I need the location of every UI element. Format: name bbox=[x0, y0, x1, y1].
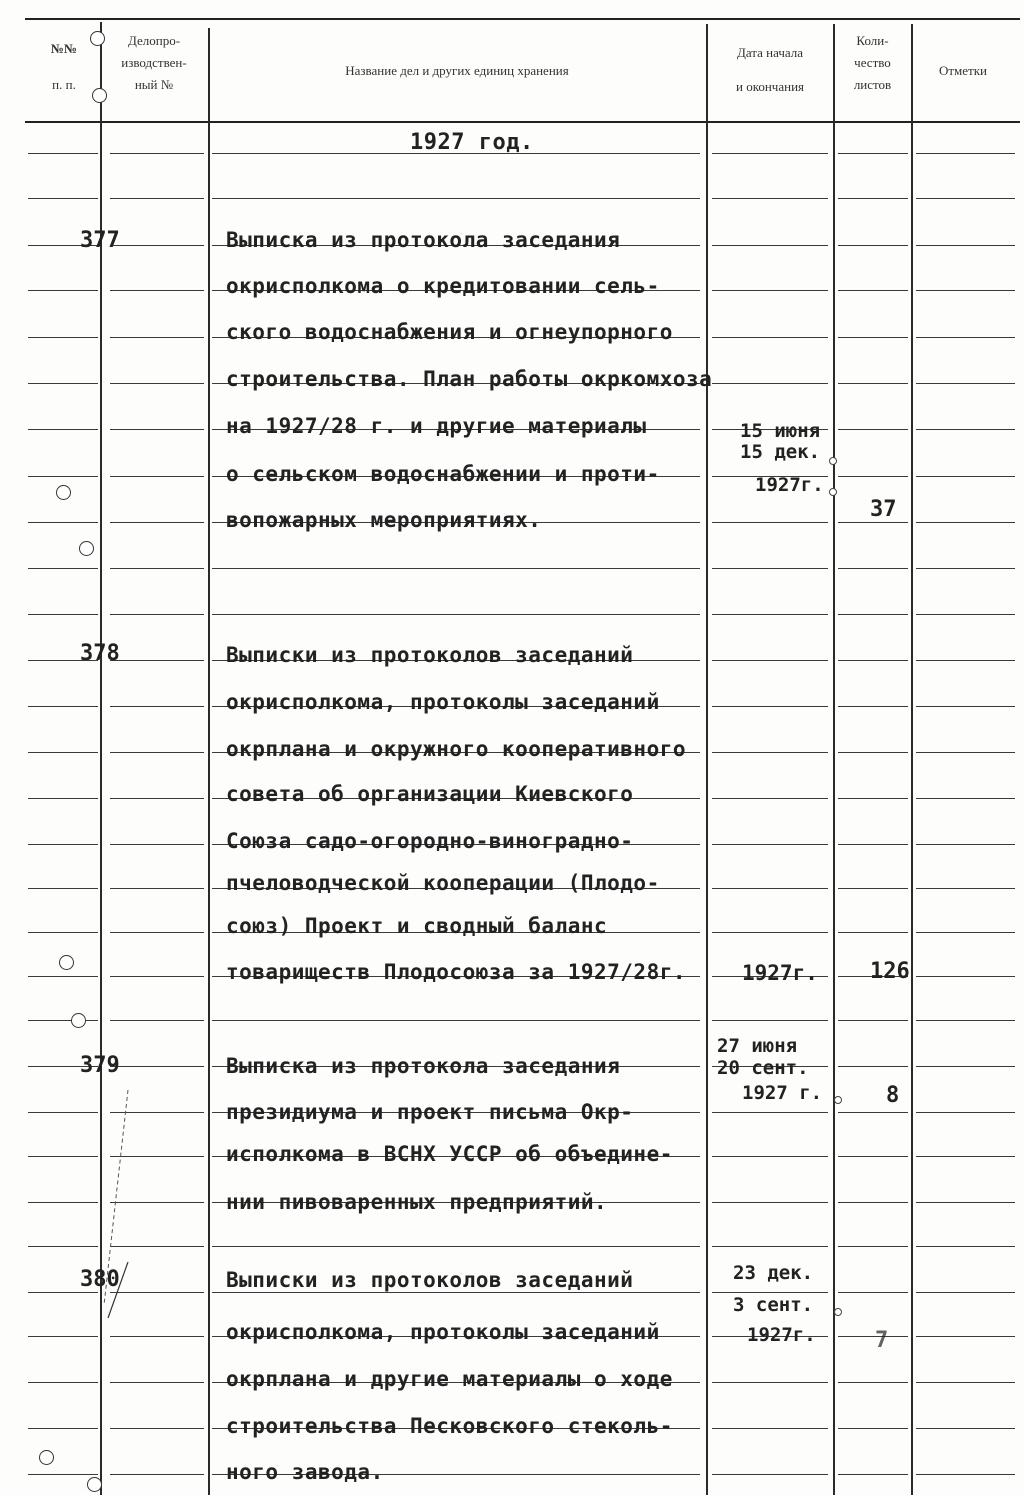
entry-date-end: 3 сент. bbox=[733, 1294, 814, 1316]
ruled-row-line bbox=[110, 476, 204, 477]
entry-sheet-count: 126 bbox=[870, 959, 910, 984]
ruled-row-line bbox=[712, 1020, 828, 1021]
ruled-row-line bbox=[110, 337, 204, 338]
header-col-dates: Дата начала и окончания bbox=[735, 45, 805, 94]
ruled-row-line bbox=[916, 153, 1015, 154]
ruled-row-line bbox=[838, 1292, 908, 1293]
ruled-row-line bbox=[712, 752, 828, 753]
ruled-row-line bbox=[712, 522, 828, 523]
ruled-row-line bbox=[838, 245, 908, 246]
entry-sheet-count: 7 bbox=[875, 1328, 889, 1353]
ruled-row-line bbox=[712, 932, 828, 933]
ruled-row-line bbox=[110, 153, 204, 154]
entry-title-line: совета об организации Киевского bbox=[226, 782, 634, 806]
ruled-row-line bbox=[838, 1066, 908, 1067]
ruled-row-line bbox=[712, 1112, 828, 1113]
ruled-row-line bbox=[838, 798, 908, 799]
entry-date-year: 1927 г. bbox=[742, 1082, 823, 1104]
ruled-row-line bbox=[28, 976, 98, 977]
ruled-row-line bbox=[916, 1020, 1015, 1021]
ruled-row-line bbox=[110, 706, 204, 707]
entry-number: 378 bbox=[80, 641, 120, 666]
ruled-row-line bbox=[110, 1020, 204, 1021]
entry-date-end: 15 дек. bbox=[740, 441, 821, 463]
ruled-row-line bbox=[838, 706, 908, 707]
ruled-row-line bbox=[28, 153, 98, 154]
ruled-row-line bbox=[916, 1474, 1015, 1475]
ruled-row-line bbox=[110, 844, 204, 845]
ruled-row-line bbox=[916, 1382, 1015, 1383]
ruled-row-line bbox=[712, 1474, 828, 1475]
entry-date-start: 23 дек. bbox=[733, 1262, 814, 1284]
entry-number: 377 bbox=[80, 228, 120, 253]
ruled-row-line bbox=[28, 844, 98, 845]
ruled-row-line bbox=[28, 429, 98, 430]
entry-title-line: товариществ Плодосоюза за 1927/28г. bbox=[226, 960, 687, 984]
entry-number: 379 bbox=[80, 1053, 120, 1078]
ruled-row-line bbox=[838, 153, 908, 154]
entry-date-year: 1927г. bbox=[742, 961, 818, 985]
ruled-row-line bbox=[838, 844, 908, 845]
header-col-delo-number: Делопро- изводствен- ный № bbox=[121, 33, 187, 92]
column-divider bbox=[833, 24, 835, 1495]
entry-title-line: вопожарных мероприятиях. bbox=[226, 508, 542, 532]
ruled-row-line bbox=[28, 1156, 98, 1157]
entry-title-line: на 1927/28 г. и другие материалы bbox=[226, 414, 647, 438]
ruled-row-line bbox=[712, 1382, 828, 1383]
punch-hole-icon bbox=[71, 1013, 86, 1028]
entry-title-line: окрплана и окружного кооперативного bbox=[226, 737, 687, 761]
ruled-row-line bbox=[916, 1428, 1015, 1429]
ruled-row-line bbox=[712, 1202, 828, 1203]
ruled-row-line bbox=[28, 1292, 98, 1293]
entry-sheet-count: 8 bbox=[886, 1083, 900, 1108]
ruled-row-line bbox=[838, 1428, 908, 1429]
ruled-row-line bbox=[712, 290, 828, 291]
ruled-row-line bbox=[916, 568, 1015, 569]
entry-title-line: окрплана и другие материалы о ходе bbox=[226, 1367, 673, 1391]
ruled-row-line bbox=[838, 1246, 908, 1247]
ruled-row-line bbox=[916, 660, 1015, 661]
ruled-row-line bbox=[838, 1112, 908, 1113]
ruled-row-line bbox=[916, 1246, 1015, 1247]
ruled-row-line bbox=[838, 383, 908, 384]
header-col-sheets: Коли- чество листов bbox=[853, 33, 892, 92]
ruled-row-line bbox=[916, 337, 1015, 338]
entry-title-line: Союза садо-огородно-виноградно- bbox=[226, 829, 634, 853]
ruled-row-line bbox=[212, 568, 700, 569]
ruled-row-line bbox=[916, 290, 1015, 291]
section-title: 1927 год. bbox=[410, 130, 534, 155]
ruled-row-line bbox=[110, 932, 204, 933]
ruled-row-line bbox=[916, 1336, 1015, 1337]
entry-title-line: союз) Проект и сводный баланс bbox=[226, 914, 608, 938]
ruled-row-line bbox=[916, 1066, 1015, 1067]
ruled-row-line bbox=[838, 1202, 908, 1203]
entry-title-line: окрисполкома, протоколы заседаний bbox=[226, 690, 660, 714]
ruled-row-line bbox=[712, 844, 828, 845]
ruled-row-line bbox=[916, 752, 1015, 753]
ruled-row-line bbox=[110, 1428, 204, 1429]
ruled-row-line bbox=[838, 290, 908, 291]
entry-title-line: Выписки из протоколов заседаний bbox=[226, 1268, 634, 1292]
ruled-row-line bbox=[712, 1246, 828, 1247]
ruled-row-line bbox=[916, 429, 1015, 430]
entry-number: 380 bbox=[80, 1267, 120, 1292]
period-dot bbox=[829, 488, 837, 496]
punch-hole-icon bbox=[87, 1477, 102, 1492]
entry-title-line: о сельском водоснабжении и проти- bbox=[226, 462, 660, 486]
column-divider bbox=[706, 24, 708, 1495]
ruled-row-line bbox=[712, 383, 828, 384]
ruled-row-line bbox=[838, 198, 908, 199]
ruled-row-line bbox=[838, 337, 908, 338]
ruled-row-line bbox=[212, 614, 700, 615]
ruled-row-line bbox=[212, 198, 700, 199]
ruled-row-line bbox=[916, 1156, 1015, 1157]
ruled-row-line bbox=[916, 1112, 1015, 1113]
ruled-row-line bbox=[916, 245, 1015, 246]
ruled-row-line bbox=[110, 976, 204, 977]
entry-title-line: ского водоснабжения и огнеупорного bbox=[226, 320, 673, 344]
ruled-row-line bbox=[110, 198, 204, 199]
ruled-row-line bbox=[916, 888, 1015, 889]
ruled-row-line bbox=[916, 844, 1015, 845]
ruled-row-line bbox=[212, 1246, 700, 1247]
ruled-row-line bbox=[916, 522, 1015, 523]
ruled-row-line bbox=[916, 798, 1015, 799]
header-col-notes: Отметки bbox=[938, 63, 988, 78]
entry-date-end: 20 сент. bbox=[717, 1057, 809, 1079]
ruled-row-line bbox=[712, 198, 828, 199]
ruled-row-line bbox=[110, 888, 204, 889]
entry-title-line: Выписки из протоколов заседаний bbox=[226, 643, 634, 667]
period-dot bbox=[829, 457, 837, 465]
ruled-row-line bbox=[838, 888, 908, 889]
entry-date-year: 1927г. bbox=[747, 1324, 816, 1346]
ruled-row-line bbox=[712, 568, 828, 569]
ruled-row-line bbox=[712, 337, 828, 338]
entry-date-year: 1927г. bbox=[755, 474, 824, 496]
ruled-row-line bbox=[28, 1202, 98, 1203]
ruled-row-line bbox=[916, 932, 1015, 933]
column-divider bbox=[911, 24, 913, 1495]
ruled-row-line bbox=[838, 1156, 908, 1157]
ruled-row-line bbox=[28, 337, 98, 338]
ruled-row-line bbox=[838, 522, 908, 523]
ruled-row-line bbox=[838, 476, 908, 477]
ruled-row-line bbox=[28, 1020, 98, 1021]
ruled-row-line bbox=[712, 245, 828, 246]
entry-title-line: ного завода. bbox=[226, 1460, 384, 1484]
ruled-row-line bbox=[110, 290, 204, 291]
ruled-row-line bbox=[916, 383, 1015, 384]
ruled-row-line bbox=[28, 290, 98, 291]
ruled-row-line bbox=[838, 752, 908, 753]
entry-title-line: окрисполкома о кредитовании сель- bbox=[226, 274, 660, 298]
punch-hole-icon bbox=[59, 955, 74, 970]
ruled-row-line bbox=[916, 614, 1015, 615]
entry-sheet-count: 37 bbox=[870, 497, 897, 522]
ruled-row-line bbox=[110, 1336, 204, 1337]
ruled-row-line bbox=[110, 522, 204, 523]
ruled-row-line bbox=[28, 614, 98, 615]
ruled-row-line bbox=[110, 614, 204, 615]
entry-title-line: строительства Песковского стеколь- bbox=[226, 1414, 673, 1438]
ruled-row-line bbox=[712, 1428, 828, 1429]
ruled-row-line bbox=[110, 1382, 204, 1383]
ruled-row-line bbox=[712, 1156, 828, 1157]
ruled-row-line bbox=[28, 383, 98, 384]
ruled-row-line bbox=[916, 706, 1015, 707]
ruled-row-line bbox=[110, 383, 204, 384]
entry-title-line: исполкома в ВСНХ УССР об объедине- bbox=[226, 1142, 673, 1166]
ruled-row-line bbox=[110, 752, 204, 753]
entry-title-line: Выписка из протокола заседания bbox=[226, 228, 621, 252]
ruled-row-line bbox=[110, 1066, 204, 1067]
ruled-row-line bbox=[916, 1202, 1015, 1203]
ruled-row-line bbox=[28, 198, 98, 199]
ruled-row-line bbox=[712, 660, 828, 661]
ruled-row-line bbox=[712, 706, 828, 707]
ruled-row-line bbox=[838, 614, 908, 615]
ruled-row-line bbox=[712, 614, 828, 615]
entry-title-line: Выписка из протокола заседания bbox=[226, 1054, 621, 1078]
punch-hole-icon bbox=[79, 541, 94, 556]
ruled-row-line bbox=[712, 798, 828, 799]
ruled-row-line bbox=[838, 1474, 908, 1475]
ruled-row-line bbox=[916, 198, 1015, 199]
ruled-row-line bbox=[28, 798, 98, 799]
entry-title-line: окрисполкома, протоколы заседаний bbox=[226, 1320, 660, 1344]
ruled-row-line bbox=[28, 476, 98, 477]
ruled-row-line bbox=[28, 888, 98, 889]
entry-title-line: пчеловодческой кооперации (Плодо- bbox=[226, 871, 660, 895]
ruled-row-line bbox=[28, 1382, 98, 1383]
ruled-row-line bbox=[110, 1474, 204, 1475]
header-col-title: Название дел и других единиц хранения bbox=[345, 63, 569, 78]
ruled-row-line bbox=[212, 1020, 700, 1021]
ruled-row-line bbox=[28, 1112, 98, 1113]
ruled-row-line bbox=[28, 522, 98, 523]
column-divider bbox=[208, 28, 210, 1495]
ruled-row-line bbox=[838, 932, 908, 933]
ruled-row-line bbox=[838, 1382, 908, 1383]
ruled-row-line bbox=[838, 1020, 908, 1021]
ruled-row-line bbox=[916, 976, 1015, 977]
punch-hole-icon bbox=[56, 485, 71, 500]
ruled-row-line bbox=[838, 429, 908, 430]
ruled-row-line bbox=[110, 429, 204, 430]
ruled-row-line bbox=[28, 932, 98, 933]
ruled-row-line bbox=[28, 1428, 98, 1429]
ruled-row-line bbox=[712, 888, 828, 889]
punch-hole-icon bbox=[39, 1450, 54, 1465]
ruled-row-line bbox=[838, 1336, 908, 1337]
ruled-row-line bbox=[110, 245, 204, 246]
period-dot bbox=[834, 1308, 842, 1316]
period-dot bbox=[834, 1096, 842, 1104]
entry-date-start: 15 июня bbox=[740, 420, 821, 442]
ruled-row-line bbox=[28, 568, 98, 569]
ruled-row-line bbox=[28, 1246, 98, 1247]
ruled-row-line bbox=[28, 706, 98, 707]
punch-hole-icon bbox=[90, 31, 105, 46]
table-top-rule bbox=[25, 18, 1020, 20]
pencil-mark-icon bbox=[100, 1262, 130, 1322]
ruled-row-line bbox=[28, 1474, 98, 1475]
entry-title-line: президиума и проект письма Окр- bbox=[226, 1100, 634, 1124]
ruled-row-line bbox=[916, 1292, 1015, 1293]
ruled-row-line bbox=[916, 476, 1015, 477]
ruled-row-line bbox=[28, 752, 98, 753]
ruled-row-line bbox=[110, 660, 204, 661]
ruled-row-line bbox=[212, 1292, 700, 1293]
ruled-row-line bbox=[110, 798, 204, 799]
entry-title-line: строительства. План работы окркомхоза bbox=[226, 367, 713, 391]
ruled-row-line bbox=[712, 153, 828, 154]
ruled-row-line bbox=[838, 660, 908, 661]
ruled-row-line bbox=[110, 568, 204, 569]
ruled-row-line bbox=[28, 1336, 98, 1337]
entry-date-start: 27 июня bbox=[717, 1035, 798, 1057]
punch-hole-icon bbox=[92, 88, 107, 103]
ruled-row-line bbox=[838, 568, 908, 569]
header-col-number: №№ п. п. bbox=[50, 41, 78, 92]
entry-title-line: нии пивоваренных предприятий. bbox=[226, 1190, 608, 1214]
header-bottom-rule bbox=[25, 121, 1020, 123]
